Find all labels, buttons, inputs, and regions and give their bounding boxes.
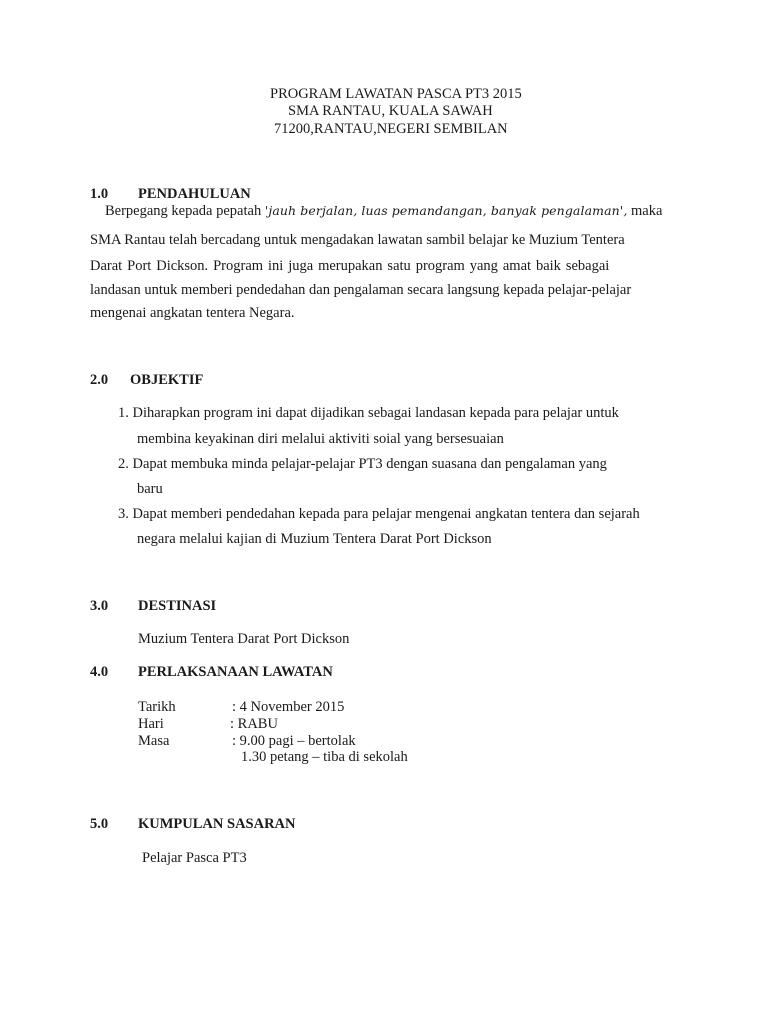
section3-text: Muzium Tentera Darat Port Dickson	[138, 631, 350, 647]
objective-item-1: 1. Diharapkan program ini dapat dijadikan sebagai landasan kepada para pelajar untuk	[118, 405, 619, 421]
section5-text: Pelajar Pasca PT3	[142, 850, 247, 866]
objective-item-2-cont: baru	[137, 481, 163, 497]
section4-title: PERLAKSANAAN LAWATAN	[138, 664, 333, 680]
section1-number: 1.0	[90, 186, 109, 202]
section3-title: DESTINASI	[138, 598, 217, 614]
objective-item-3-cont: negara melalui kajian di Muzium Tentera Darat Port Dickson	[137, 531, 492, 547]
objective-item-2: 2. Dapat membuka minda pelajar-pelajar PT3 dengan suasana dan pengalaman yang	[118, 456, 607, 472]
detail-value-masa: : 9.00 pagi – bertolak	[232, 733, 356, 749]
section1-line2: SMA Rantau telah bercadang untuk mengadakan lawatan sambil belajar ke Muzium Tentera	[90, 232, 625, 248]
section4-number: 4.0	[90, 664, 109, 680]
detail-label-tarikh: Tarikh	[138, 699, 176, 715]
section2-number: 2.0	[90, 372, 109, 388]
section3-number: 3.0	[90, 598, 109, 614]
section5-number: 5.0	[90, 816, 109, 832]
detail-value-tarikh: : 4 November 2015	[232, 699, 345, 715]
detail-label-hari: Hari	[138, 716, 164, 732]
section1-maka: maka	[631, 203, 663, 219]
section1-line3: Darat Port Dickson. Program ini juga merupakan satu program yang amat baik sebagai	[90, 258, 610, 274]
section1-line1	[105, 203, 662, 220]
objective-item-3: 3. Dapat memberi pendedahan kepada para pelajar mengenai angkatan tentera dan sejarah	[118, 506, 640, 522]
header-address: 71200,RANTAU,NEGERI SEMBILAN	[274, 121, 508, 137]
section1-line5: mengenai angkatan tentera Negara.	[90, 305, 295, 321]
detail-value-masa-return: 1.30 petang – tiba di sekolah	[241, 749, 408, 765]
detail-value-hari: : RABU	[230, 716, 278, 732]
section2-title: OBJEKTIF	[130, 372, 204, 388]
section1-line4: landasan untuk memberi pendedahan dan pengalaman secara langsung kepada pelajar-pelajar	[90, 282, 632, 298]
objective-item-1-cont: membina keyakinan diri melalui aktiviti soial yang bersesuaian	[137, 431, 504, 447]
section5-title: KUMPULAN SASARAN	[138, 816, 296, 832]
section1-title: PENDAHULUAN	[138, 186, 251, 202]
section1-quote: 'jauh berjalan, luas pemandangan, banyak pengalaman',	[264, 203, 628, 218]
detail-label-masa: Masa	[138, 733, 170, 749]
section1-intro: Berpegang kepada pepatah	[105, 203, 262, 219]
header-title: PROGRAM LAWATAN PASCA PT3 2015	[270, 86, 522, 102]
header-school: SMA RANTAU, KUALA SAWAH	[288, 103, 493, 119]
